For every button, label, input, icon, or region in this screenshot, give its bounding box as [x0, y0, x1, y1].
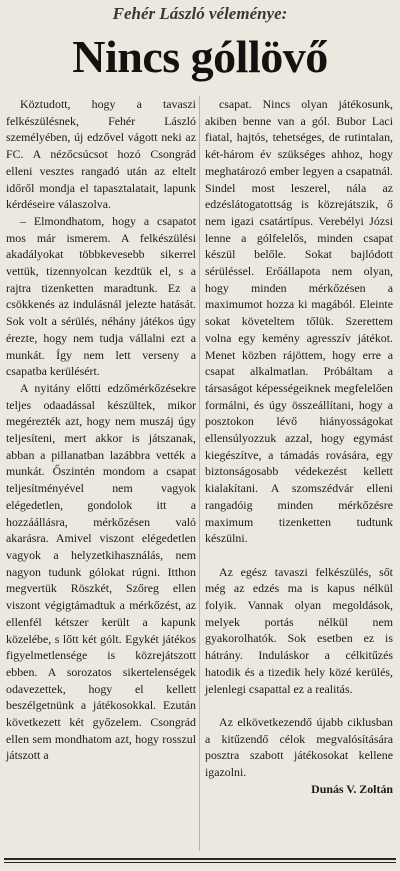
article-paragraph: A nyitány előtti edzőmérkőzésekre teljes odaadással készültek, mikor megérezték azt, hogy nem muszáj úgy teljesíteni, mert akkor is játszanak, abban a pillanatban lazábbra vették a munkát. Őszintén mondom a csapat teljesítményével nem vagyok elégedetlen, gondolok itt a hozzáállásra, mérkőzésen való akarásra. Amivel viszont elégedetlen vagyok a helyzetkihasználás, nem nagyon tudunk gólokat rúgni. Itthon megvertük Röszkét, Szőreg ellen viszont végigtámadtuk a mérkőzést, az ellenfél kétszer került a kapunk közelébe, s lőtt két gólt. Egykét játékos figyelmetlensége is közrejátszott ebben. A sorozatos sikertelenségek odavezettek, hogy el kellett beszélgetnünk a játékosokkal. Ezután következett két győzelem. Csongrád ellen sem mondhatom azt, hogy rosszul játszott a	[6, 380, 196, 763]
article-column-right	[205, 96, 393, 798]
article-paragraph: – Elmondhatom, hogy a csapatot mos már ismerem. A felkészülési akadályokat többkevesebb sikerrel vettük, tizennyolcan kezdtük el, s a rajtra tizenketten maradtunk. Ez a csökkenés az indulásnál jelezte hatását. Sok volt a sérülés, néhány játékos úgy érezte, hogy nem tudja vállalni ezt a munkát. Így nem lett verseny a csapatba kerülésért.	[6, 213, 196, 379]
bottom-rule	[4, 858, 396, 860]
article-paragraph: Az egész tavaszi felkészülés, sőt még az edzés ma is kapus nélkül folyik. Vannak olyan megoldások, melyek portás nélkül nem gyakorolhatók. Sok esetben ez is hátrány. Induláskor a célkitűzés hatodik és a tizedik hely közé kerülés, jelenlegi csapattal ez a realitás.	[205, 564, 393, 696]
article-paragraph: Köztudott, hogy a tavaszi felkészülésnek, Fehér László személyében, új edzővel vágott neki az FC. A nézőcsúcsot hozó Csongrád elleni vesztes rangadó után az eltelt időről mondja el tapasztalatait, lapunk kérdéseire válaszolva.	[6, 97, 196, 212]
article-column-left	[6, 96, 196, 764]
article-byline: Dunás V. Zoltán	[311, 781, 393, 796]
article-paragraph: Az elkövetkezendő újabb ciklusban a kitűzendő célok megvalósítására posztra szabott játékosokat kellene igazolni.	[205, 714, 393, 780]
article-paragraph: csapat. Nincs olyan játékosunk, akiben benne van a gól. Bubor Laci fiatal, hajtós, tehetséges, de rutintalan, két-három év szükséges ahhoz, hogy meghatározó ember legyen a csapatnál. Sindel most leszerel, nála az edzéslátogatottság is közrejátszik, ő nem igazi csatártípus. Verebélyi Józsi lenne a gólfelelős, minden csapat készül belőle. Sokat bajlódott sérüléssel. Erőállapota nem olyan, hogy minden mérkőzésen a maximumot hozza ki magából. Eleinte sokat követeltem tőlük. Szerettem volna egy kemény agresszív játékot. Menet közben rájöttem, hogy erre a csapat alkalmatlan. Próbáltam a társaságot képességeiknek megfelelően formálni, és úgy összeállítani, hogy a posztokon lévő hiányosságokat ellensúlyozzuk azzal, hogy egymást kiegészítve, a támadás rovására, egy biztonságosabb védekezést kellett kialakítani. A szomszédvár elleni rangadóig minden mérkőzésre maximum tizenketten tudtunk készülni.	[205, 97, 393, 546]
bottom-rule-thin	[4, 862, 396, 863]
article-headline: Nincs góllövő	[72, 31, 328, 82]
column-divider	[199, 96, 200, 851]
article-kicker: Fehér László véleménye:	[112, 4, 288, 23]
